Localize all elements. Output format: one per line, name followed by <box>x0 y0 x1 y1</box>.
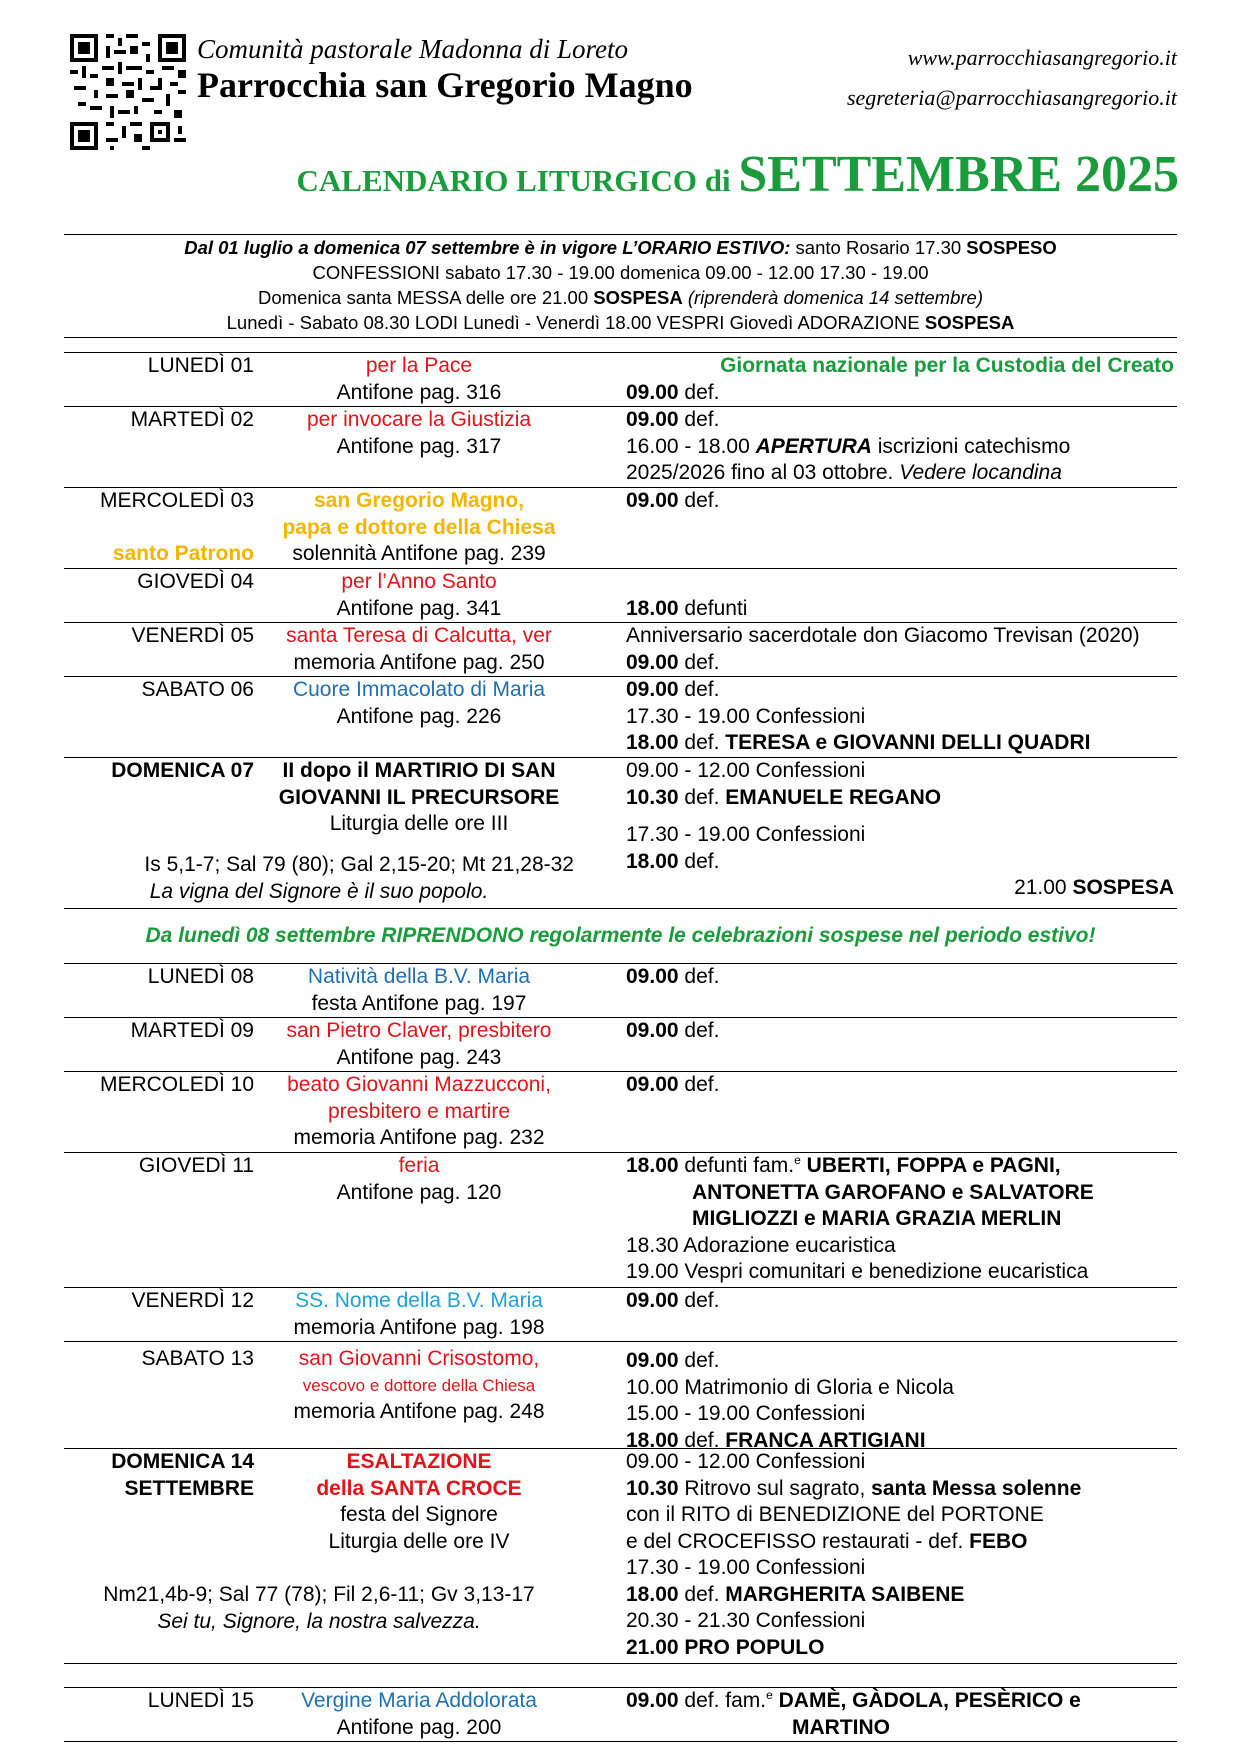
day-row: MERCOLEDÌ 03 santo Patrono san Gregorio Magno, papa e dottore della Chiesa solennità Antifone pag. 239 09.00 def. <box>64 487 1177 568</box>
day-row: MARTEDÌ 02 per invocare la Giustizia Antifone pag. 317 09.00 def. 16.00 - 18.00 APERTURA iscrizioni catechismo 2025/2026 fino al 03 ottobre. Vedere locandina <box>64 406 1177 487</box>
day-row: LUNEDÌ 08 Natività della B.V. Maria festa Antifone pag. 197 09.00 def. <box>64 963 1177 1017</box>
day-row: LUNEDÌ 01 per la Pace Antifone pag. 316 Giornata nazionale per la Custodia del Creato 09.00 def. <box>64 352 1177 406</box>
calendar-section-3 <box>64 1687 1177 1742</box>
day-row: DOMENICA 07 II dopo il MARTIRIO DI SAN GIOVANNI IL PRECURSORE Liturgia delle ore III Is 5,1-7; Sal 79 (80); Gal 2,15-20; Mt 21,28-32 La vigna del Signore è il suo popolo. 09.00 - 12.00 Confessioni 10.30 def. EMANUELE REGANO 17.30 - 19.00 Confessioni 18.00 def. 21.00 SOSPESA <box>64 757 1177 909</box>
day-row: SABATO 13 san Giovanni Crisostomo, vescovo e dottore della Chiesa memoria Antifone pag. 248 09.00 def. 10.00 Matrimonio di Gloria e Nicola 15.00 - 19.00 Confessioni 18.00 def. FRANCA ARTIGIANI <box>64 1341 1177 1448</box>
day-row: MARTEDÌ 09 san Pietro Claver, presbitero Antifone pag. 243 09.00 def. <box>64 1017 1177 1071</box>
day-row: VENERDÌ 05 santa Teresa di Calcutta, ver memoria Antifone pag. 250 Anniversario sacerdotale don Giacomo Trevisan (2020) 09.00 def. <box>64 622 1177 676</box>
day-row: MERCOLEDÌ 10 beato Giovanni Mazzucconi, presbitero e martire memoria Antifone pag. 232 09.00 def. <box>64 1071 1177 1152</box>
contact-info <box>847 38 1177 118</box>
day-row: LUNEDÌ 15 Vergine Maria Addolorata Antifone pag. 200 09.00 def. fam.$^e$ DAMÈ, GÀDOLA, PESÈRICO e MARTINO <box>64 1687 1177 1742</box>
email-link[interactable]: segreteria@parrocchiasangregorio.it <box>846 85 1177 110</box>
page-title: CALENDARIO LITURGICO di SETTEMBRE 2025 <box>296 146 1179 203</box>
qr-code-icon <box>70 34 186 150</box>
parish-header <box>197 34 693 106</box>
day-row: SABATO 06 Cuore Immacolato di Maria Antifone pag. 226 09.00 def. 17.30 - 19.00 Confessioni 18.00 def. TERESA e GIOVANNI DELLI QUADRI <box>64 676 1177 757</box>
calendar-section-2 <box>64 963 1177 1664</box>
calendar-section-1 <box>64 352 1177 909</box>
parish-name: Parrocchia san Gregorio Magno <box>197 65 693 105</box>
summer-schedule-notice: Dal 01 luglio a domenica 07 settembre è in vigore L’ORARIO ESTIVO: santo Rosario 17.30 SOSPESO CONFESSIONI sabato 17.30 - 19.00 domenica 09.00 - 12.00 17.30 - 19.00 Domenica santa MESSA delle ore 21.00 SOSPESA (riprenderà domenica 14 settembre) Lunedì - Sabato 08.30 LODI Lunedì - Venerdì 18.00 VESPRI Giovedì ADORAZIONE SOSPESA <box>64 234 1177 338</box>
day-row: GIOVEDÌ 04 per l’Anno Santo Antifone pag. 341 18.00 defunti <box>64 568 1177 622</box>
community-name: Comunità pastorale Madonna di Loreto <box>197 34 629 64</box>
day-row: DOMENICA 14 SETTEMBRE ESALTAZIONE della SANTA CROCE festa del Signore Liturgia delle ore IV Nm21,4b-9; Sal 77 (78); Fil 2,6-11; Gv 3,13-17 Sei tu, Signore, la nostra salvezza. 09.00 - 12.00 Confessioni 10.30 Ritrovo sul sagrato, santa Messa solenne con il RITO di BENEDIZIONE del PORTONE e del CROCEFISSO restaurati - def. FEBO 17.30 - 19.00 Confessioni 18.00 def. MARGHERITA SAIBENE 20.30 - 21.30 Confessioni 21.00 PRO POPULO <box>64 1448 1177 1664</box>
website-link[interactable]: www.parrocchiasangregorio.it <box>907 45 1177 70</box>
day-row: GIOVEDÌ 11 feria Antifone pag. 120 18.00 defunti fam.$^e$ UBERTI, FOPPA e PAGNI, ANTONETTA GAROFANO e SALVATORE MIGLIOZZI e MARIA GRAZIA MERLIN 18.30 Adorazione eucaristica 19.00 Vespri comunitari e benedizione eucaristica <box>64 1152 1177 1287</box>
day-row: VENERDÌ 12 SS. Nome della B.V. Maria memoria Antifone pag. 198 09.00 def. <box>64 1287 1177 1341</box>
resume-banner: Da lunedì 08 settembre RIPRENDONO regolarmente le celebrazioni sospese nel periodo estivo! <box>145 924 1096 947</box>
